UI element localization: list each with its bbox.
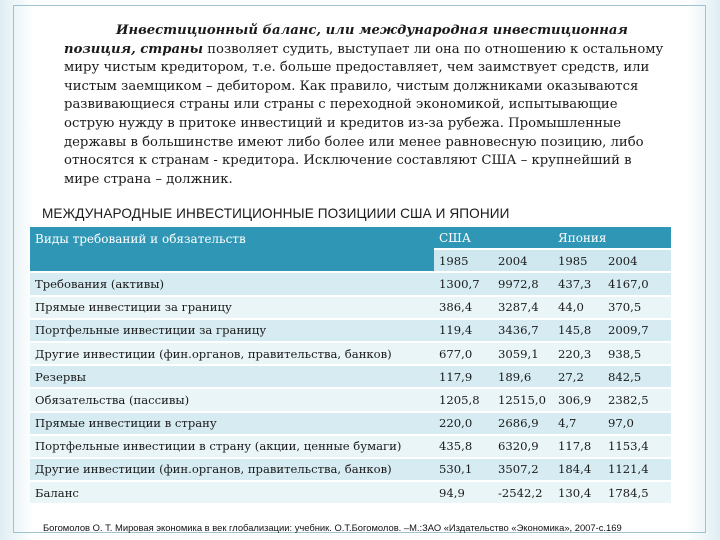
row-value: 189,6 — [493, 366, 553, 387]
row-value: 842,5 — [603, 366, 671, 387]
row-value: 677,0 — [434, 343, 493, 364]
row-value: 44,0 — [553, 297, 603, 318]
row-value: 1205,8 — [434, 389, 493, 410]
table-row — [30, 413, 671, 434]
row-value: 370,5 — [603, 297, 671, 318]
row-label: Прямые инвестиции за границу — [30, 297, 434, 318]
row-value: 938,5 — [603, 343, 671, 364]
row-label: Прямые инвестиции в страну — [30, 413, 434, 434]
table-row — [30, 343, 671, 364]
row-value: 6320,9 — [493, 436, 553, 457]
row-value: 1300,7 — [434, 273, 493, 294]
row-label: Требования (активы) — [30, 273, 434, 294]
header-country-usa: США — [434, 227, 553, 248]
row-value: 3436,7 — [493, 320, 553, 341]
intro-body: позволяет судить, выступает ли она по отношению к остальному миру чистым кредитором, т.е. больше предоставляет, чем заимствует средств, или чистым заемщиком – дебитором. Как правило, чистым должниками оказываются развивающиеся страны или страны с переходной экономикой, испытывающие острую нужду в притоке инвестиций и кредитов из-за рубежа. Промышленные державы в большинстве имеют либо более или менее равновесную позицию, либо относятся к странам - кредитора. Исключение составляют США – крупнейший в мире страна – должник. — [64, 41, 664, 187]
table-row — [30, 482, 671, 503]
row-value: 2382,5 — [603, 389, 671, 410]
row-value: 220,3 — [553, 343, 603, 364]
header-label: Виды требований и обязательств — [30, 227, 434, 271]
row-value: 1784,5 — [603, 482, 671, 503]
intro-lead: Инвестиционный баланс, или международная инвестиционная позиция, страны — [64, 23, 628, 57]
row-value: 3507,2 — [493, 459, 553, 480]
row-value: 94,9 — [434, 482, 493, 503]
header-year-usa-2004: 2004 — [493, 250, 553, 271]
row-label: Другие инвестиции (фин.органов, правительства, банков) — [30, 459, 434, 480]
row-label: Другие инвестиции (фин.органов, правительства, банков) — [30, 343, 434, 364]
row-value: 119,4 — [434, 320, 493, 341]
row-label: Резервы — [30, 366, 434, 387]
row-value: 1153,4 — [603, 436, 671, 457]
row-label: Портфельные инвестиции в страну (акции, ценные бумаги) — [30, 436, 434, 457]
row-value: 145,8 — [553, 320, 603, 341]
row-value: 530,1 — [434, 459, 493, 480]
table-row — [30, 459, 671, 480]
table-body — [30, 227, 671, 503]
row-value: 4,7 — [553, 413, 603, 434]
row-value: 3059,1 — [493, 343, 553, 364]
row-value: 117,8 — [553, 436, 603, 457]
table-row — [30, 320, 671, 341]
row-value: 27,2 — [553, 366, 603, 387]
table-header-row — [30, 227, 671, 248]
table-row — [30, 389, 671, 410]
row-value: 12515,0 — [493, 389, 553, 410]
investment-position-table — [30, 225, 671, 505]
table-row — [30, 273, 671, 294]
table-row — [30, 297, 671, 318]
header-year-japan-2004: 2004 — [603, 250, 671, 271]
row-value: 2686,9 — [493, 413, 553, 434]
intro-paragraph — [64, 22, 664, 189]
row-value: 9972,8 — [493, 273, 553, 294]
row-value: 2009,7 — [603, 320, 671, 341]
table-row — [30, 366, 671, 387]
row-value: 220,0 — [434, 413, 493, 434]
row-value: 184,4 — [553, 459, 603, 480]
table-row — [30, 436, 671, 457]
section-title: МЕЖДУНАРОДНЫЕ ИНВЕСТИЦИОННЫЕ ПОЗИЦИИИ США И ЯПОНИИ — [42, 206, 510, 221]
row-value: 97,0 — [603, 413, 671, 434]
row-label: Обязательства (пассивы) — [30, 389, 434, 410]
row-value: 1121,4 — [603, 459, 671, 480]
source-citation: Богомолов О. Т. Мировая экономика в век глобализации: учебник. О.Т.Богомолов. –М.:ЗАО «Издательство «Экономика», 2007-с.169 — [43, 522, 622, 533]
header-year-japan-1985: 1985 — [553, 250, 603, 271]
row-value: 117,9 — [434, 366, 493, 387]
row-value: 306,9 — [553, 389, 603, 410]
row-value: 4167,0 — [603, 273, 671, 294]
row-value: 130,4 — [553, 482, 603, 503]
row-label: Баланс — [30, 482, 434, 503]
row-value: 386,4 — [434, 297, 493, 318]
row-value: 3287,4 — [493, 297, 553, 318]
row-value: 437,3 — [553, 273, 603, 294]
header-year-usa-1985: 1985 — [434, 250, 493, 271]
header-country-japan: Япония — [553, 227, 671, 248]
row-label: Портфельные инвестиции за границу — [30, 320, 434, 341]
row-value: 435,8 — [434, 436, 493, 457]
row-value: -2542,2 — [493, 482, 553, 503]
